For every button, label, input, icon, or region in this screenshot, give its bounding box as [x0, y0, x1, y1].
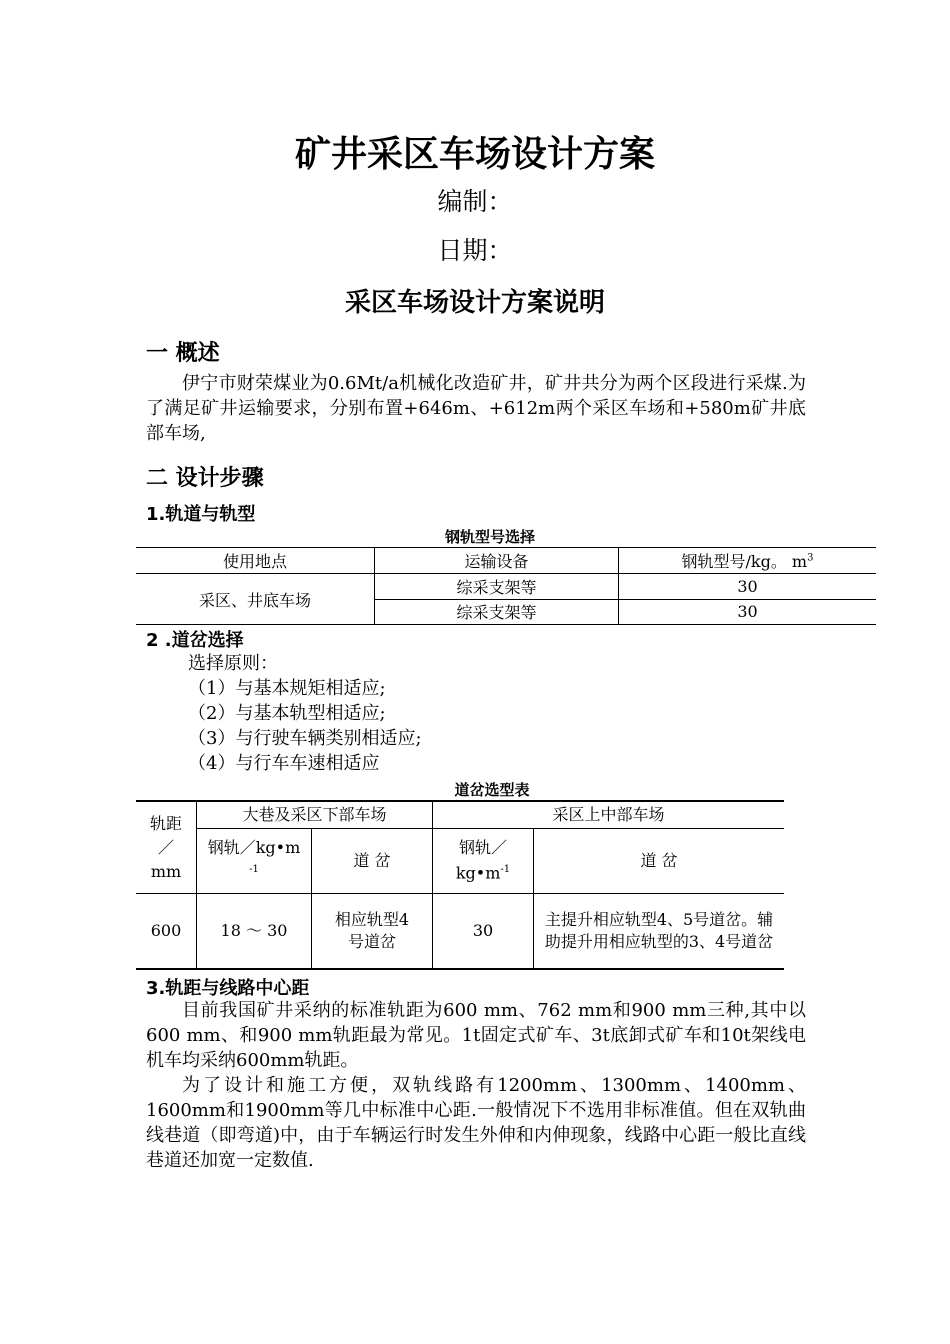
list-item: （3）与行驶车辆类别相适应; [188, 728, 422, 749]
overview-paragraph: 伊宁市财荣煤业为0.6Mt/a机械化改造矿井，矿井共分为两个区段进行采煤.为了满足矿井运输要求，分别布置+646m、+612m两个采区车场和+580m矿井底部车场, [146, 373, 806, 444]
table2-header-group1: 大巷及采区下部车场 [197, 801, 433, 829]
document-title: 矿井采区车场设计方案 [294, 133, 655, 175]
table2-header-rail2: 钢轨$/kg•m^{-1}$ [433, 829, 534, 894]
section-design-steps-heading: 二 设计步骤 [146, 465, 264, 491]
subsection-switch-heading: 2 .道岔选择 [146, 630, 244, 651]
table2-cell-rail2: 30 [433, 894, 534, 970]
subsection-rail-heading: 1.轨道与轨型 [146, 504, 256, 525]
document-subtitle: 采区车场设计方案说明 [344, 288, 605, 318]
subsection-gauge-heading: 3.轨距与线路中心距 [146, 978, 310, 999]
principles-list [188, 651, 422, 776]
table1-header-location: 使用地点 [136, 548, 375, 574]
date-label: 日期： [437, 236, 513, 265]
table2-header-group2: 采区上中部车场 [433, 801, 785, 829]
gauge-paragraphs [146, 998, 806, 1173]
switch-selection-table [136, 800, 784, 970]
table1-cell-equipment: 综采支架等 [375, 599, 619, 625]
table2-caption: 道岔选型表 [454, 781, 530, 799]
table2-cell-switch2: 主提升相应轨型4、5号道岔。辅助提升用相应轨型的3、4号道岔 [534, 894, 785, 970]
table2-header-switch1: 道 岔 [312, 829, 433, 894]
table2-cell-rail1: 18 ～ 30 [197, 894, 312, 970]
table1-header-rail: 钢轨型号/kg。 $m^3$ [619, 548, 877, 574]
table2-cell-gauge: 600 [136, 894, 197, 970]
table2-header-gauge: 轨距／mm [136, 801, 197, 894]
list-item: （1）与基本规矩相适应; [188, 678, 386, 699]
table2-header-rail1: 钢轨／kg•m $^{-1}$ [197, 829, 312, 894]
table1-cell-rail: 30 [619, 599, 877, 625]
table1-header-equipment: 运输设备 [375, 548, 619, 574]
table1-cell-location: 采区、井底车场 [136, 574, 375, 625]
list-item: （2）与基本轨型相适应; [188, 703, 386, 724]
table1-cell-rail: 30 [619, 574, 877, 600]
gauge-paragraph-1: 目前我国矿井采纳的标准轨距为600 mm、762 mm和900 mm三种,其中以600 mm、和900 mm轨距最为常见。1t固定式矿车、3t底卸式矿车和10t架线电机车均采纳600mm轨距。 [146, 1000, 806, 1071]
section-overview-heading: 一 概述 [146, 340, 220, 366]
rail-type-table [136, 547, 876, 625]
table2-cell-switch1: 相应轨型4号道岔 [312, 894, 433, 970]
list-item: （4）与行车车速相适应 [188, 753, 380, 774]
principles-label: 选择原则： [188, 653, 278, 674]
table2-header-switch2: 道 岔 [534, 829, 785, 894]
table1-cell-equipment: 综采支架等 [375, 574, 619, 600]
table1-caption: 钢轨型号选择 [444, 528, 535, 546]
gauge-paragraph-2: 为了设计和施工方便，双轨线路有1200mm、1300mm、1400mm、1600mm和1900mm等几中标准中心距.一般情况下不选用非标准值。但在双轨曲线巷道（即弯道)中，由于车辆运行时发生外伸和内伸现象，线路中心距一般比直线巷道还加宽一定数值. [146, 1075, 807, 1171]
compiler-label: 编制： [437, 187, 513, 216]
